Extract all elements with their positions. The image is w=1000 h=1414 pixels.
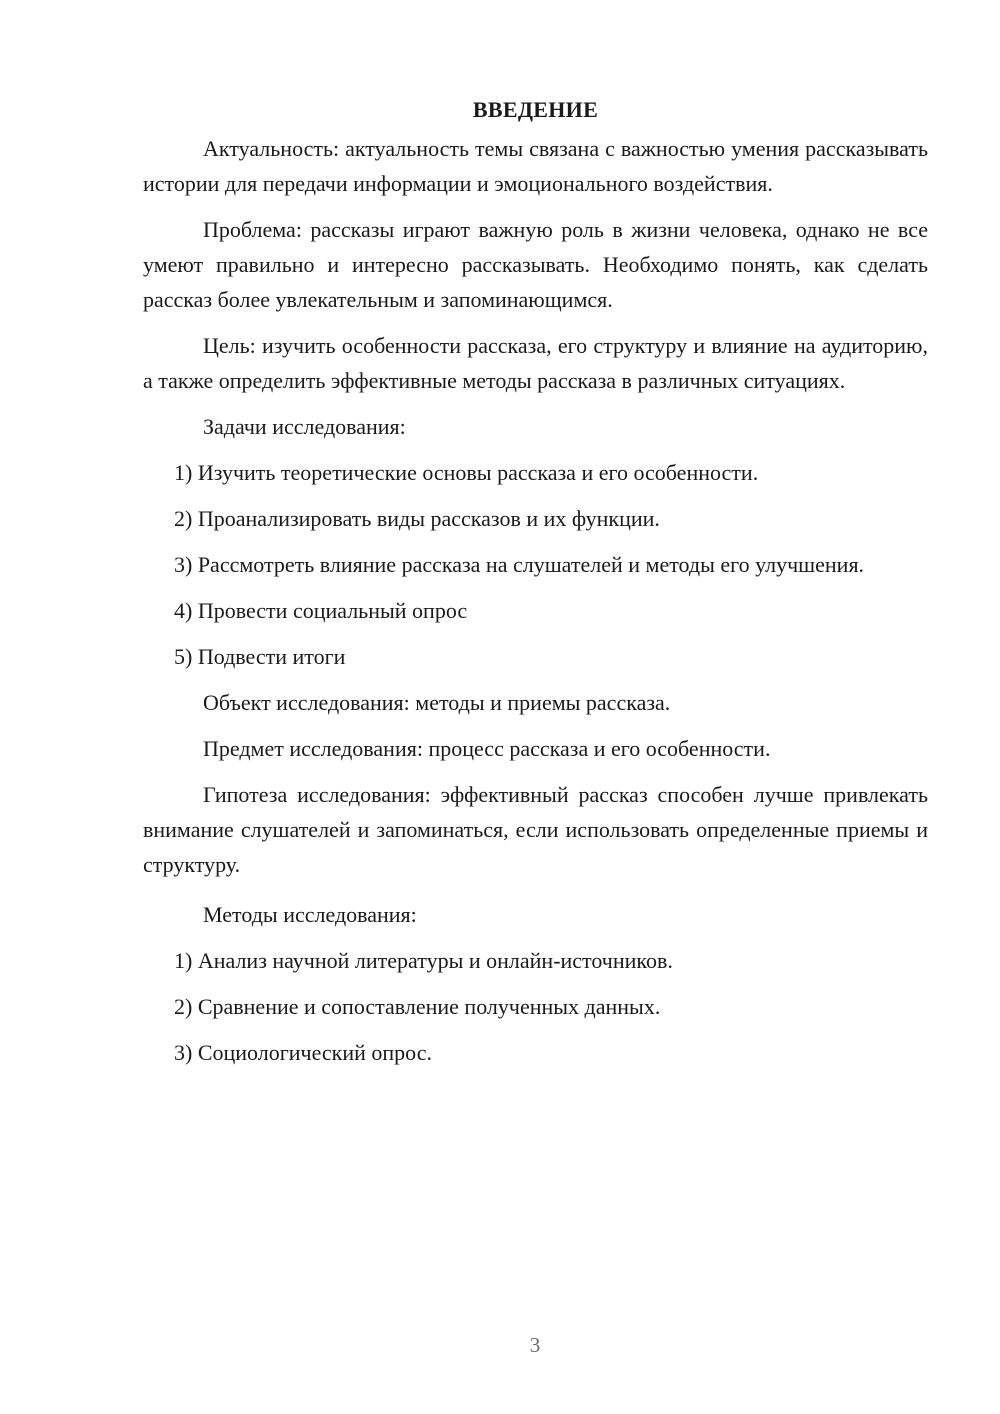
method-item-1: 1) Анализ научной литературы и онлайн-источников.	[174, 948, 673, 973]
page-content	[143, 90, 928, 1081]
tasks-heading: Задачи исследования:	[203, 414, 406, 439]
method-item-2: 2) Сравнение и сопоставление полученных данных.	[174, 994, 661, 1019]
task-item-1: 1) Изучить теоретические основы рассказа и его особенности.	[174, 460, 759, 485]
task-item-4: 4) Провести социальный опрос	[174, 598, 468, 623]
problem-paragraph: Проблема: рассказы играют важную роль в жизни человека, однако не все умеют правильно и интересно рассказывать. Необходимо понять, как сделать рассказ более увлекательным и запоминающимся.	[143, 217, 928, 312]
goal-paragraph: Цель: изучить особенности рассказа, его структуру и влияние на аудиторию, а также определить эффективные методы рассказа в различных ситуациях.	[143, 333, 928, 393]
task-item-3: 3) Рассмотреть влияние рассказа на слушателей и методы его улучшения.	[174, 552, 865, 577]
task-item-2: 2) Проанализировать виды рассказов и их функции.	[174, 506, 660, 531]
task-item-5: 5) Подвести итоги	[174, 644, 346, 669]
method-item-3: 3) Социологический опрос.	[174, 1040, 432, 1065]
relevance-paragraph: Актуальность: актуальность темы связана с важностью умения рассказывать истории для передачи информации и эмоционального воздействия.	[143, 136, 928, 196]
hypothesis-paragraph: Гипотеза исследования: эффективный рассказ способен лучше привлекать внимание слушателей и запоминаться, если использовать определенные приемы и структуру.	[143, 782, 928, 877]
object-paragraph: Объект исследования: методы и приемы рассказа.	[203, 690, 671, 715]
page-number: 3	[529, 1333, 541, 1357]
methods-heading: Методы исследования:	[203, 902, 417, 927]
section-title: ВВЕДЕНИЕ	[472, 97, 599, 122]
subject-paragraph: Предмет исследования: процесс рассказа и его особенности.	[203, 736, 771, 761]
